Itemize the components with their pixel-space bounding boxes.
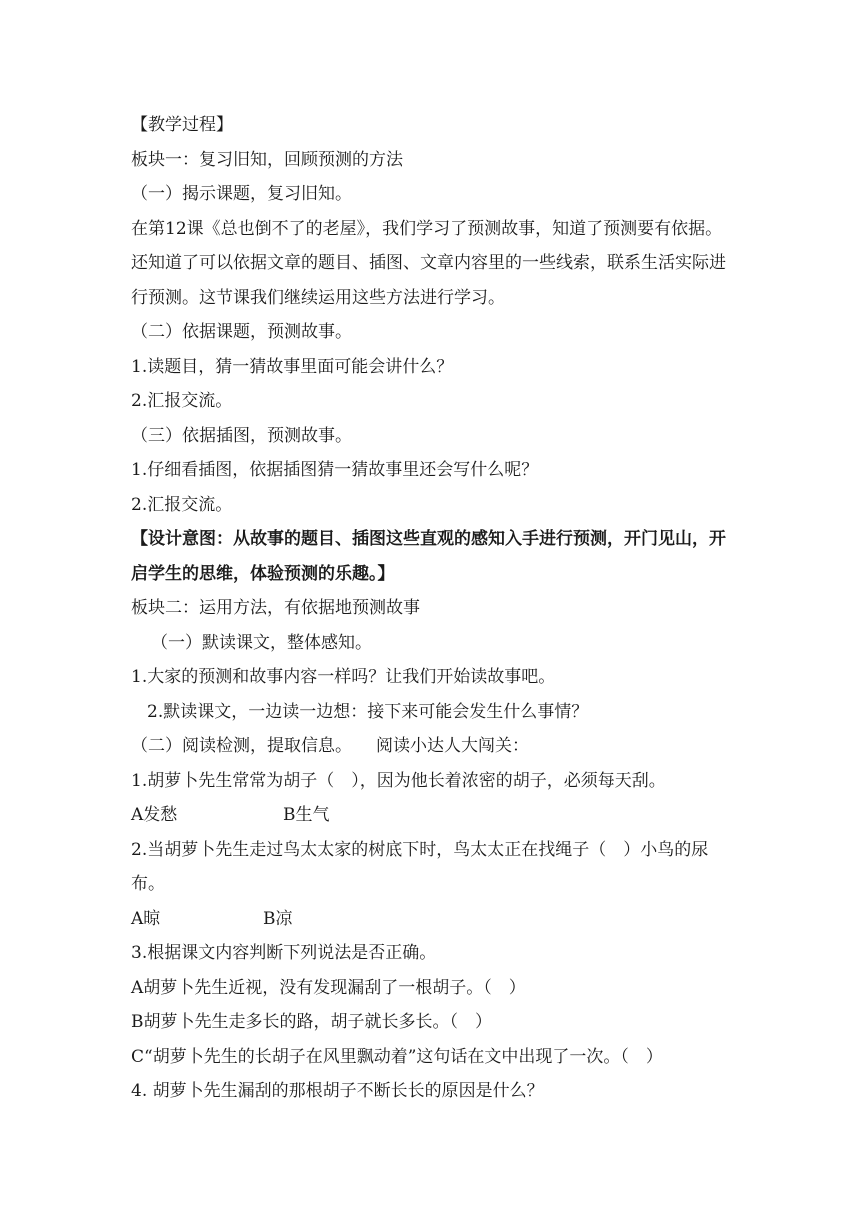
question1-options xyxy=(131,798,736,833)
document-body xyxy=(131,108,736,1109)
question2-option-a: A晾 xyxy=(131,908,161,929)
block1-step2-item1: 1.读题目，猜一猜故事里面可能会讲什么？ xyxy=(131,356,454,377)
question1: 1.胡萝卜先生常常为胡子（ ），因为他长着浓密的胡子，必须每天刮。 xyxy=(131,770,666,791)
block1-step1-paragraph-line2: 还知道了可以依据文章的题目、插图、文章内容里的一些线索，联系生活实际进 xyxy=(131,253,726,273)
question3-statement-b: B胡萝卜先生走多长的路，胡子就长多长。（ ） xyxy=(131,1012,492,1032)
question1-option-a: A发愁 xyxy=(131,805,178,825)
block1-title: 板块一：复习旧知，回顾预测的方法 xyxy=(131,149,403,170)
block2-step1-item1: 1.大家的预测和故事内容一样吗？让我们开始读故事吧。 xyxy=(131,667,556,687)
question4: 4. 胡萝卜先生漏刮的那根胡子不断长长的原因是什么？ xyxy=(131,1081,544,1101)
question3: 3.根据课文内容判断下列说法是否正确。 xyxy=(131,943,437,963)
question2-option-b: B凉 xyxy=(263,908,293,929)
block1-step2-item2: 2.汇报交流。 xyxy=(131,391,233,411)
question3-statement-c: C“胡萝卜先生的长胡子在风里飘动着”这句话在文中出现了一次。（ ） xyxy=(131,1046,663,1067)
block1-step3-item2: 2.汇报交流。 xyxy=(131,494,233,515)
question2-options xyxy=(131,902,736,937)
block2-step2-title: （二）阅读检测，提取信息。 xyxy=(131,736,352,756)
block1-step1-paragraph-line3: 行预测。这节课我们继续运用这些方法进行学习。 xyxy=(131,287,505,308)
question2-line2: 布。 xyxy=(131,874,165,894)
block1-step1-paragraph-line1: 在第12课《总也倒不了的老屋》，我们学习了预测故事，知道了预测要有依据。 xyxy=(131,218,723,239)
block2-step1-item2: 2.默读课文，一边读一边想：接下来可能会发生什么事情？ xyxy=(147,701,589,722)
block1-step3-title: （三）依据插图，预测故事。 xyxy=(131,425,352,446)
block2-step1-title: （一）默读课文，整体感知。 xyxy=(151,632,372,653)
block2-step2-title-extra: 阅读小达人大闯关： xyxy=(376,736,529,756)
block1-step3-item1: 1.仔细看插图，依据插图猜一猜故事里还会写什么呢？ xyxy=(131,460,539,480)
question2-line1: 2.当胡萝卜先生走过鸟太太家的树底下时，鸟太太正在找绳子（ ）小鸟的尿 xyxy=(131,839,709,860)
design-intent-line1: 【设计意图：从故事的题目、插图这些直观的感知入手进行预测，开门见山，开 xyxy=(131,529,726,549)
block2-title: 板块二：运用方法，有依据地预测故事 xyxy=(131,598,420,618)
block2-step2-title-row xyxy=(131,729,736,764)
design-intent-line2: 启学生的思维，体验预测的乐趣。】 xyxy=(131,563,395,584)
question3-statement-a: A胡萝卜先生近视，没有发现漏刮了一根胡子。（ ） xyxy=(131,977,526,998)
block1-step1-title: （一）揭示课题，复习旧知。 xyxy=(131,184,352,204)
block1-step2-title: （二）依据课题，预测故事。 xyxy=(131,322,352,342)
section-heading: 【教学过程】 xyxy=(131,115,233,135)
question1-option-b: B生气 xyxy=(283,805,330,825)
